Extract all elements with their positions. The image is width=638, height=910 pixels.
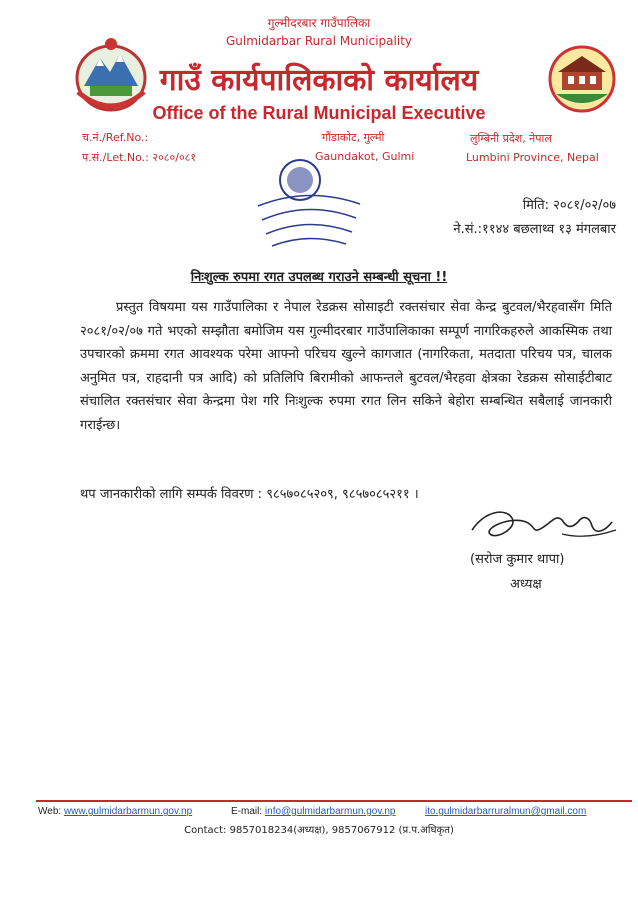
province-en: Lumbini Province, Nepal: [466, 151, 599, 164]
footer-divider: [36, 800, 632, 802]
municipality-logo-icon: [548, 44, 616, 114]
address-np: गौंडाकोट, गुल्मी: [322, 131, 385, 144]
province-np: लुम्बिनी प्रदेश, नेपाल: [470, 132, 552, 145]
signatory-name: (सरोज कुमार थापा): [470, 552, 565, 567]
contact-details: थप जानकारीको लागि सम्पर्क विवरण : ९८५७०८५२०९, ९८५७०८५२११ ।: [80, 487, 419, 502]
municipality-name-np: गुल्मीदरबार गाउँपालिका: [267, 16, 371, 30]
ref-number: च.नं./Ref.No.:: [82, 131, 149, 144]
footer-contact: Contact: 9857018234(अध्यक्ष), 9857067912 (प्र.प.अधिकृत): [184, 825, 454, 836]
signature-scribble: [466, 500, 626, 546]
address-en: Gaundakot, Gulmi: [315, 150, 415, 163]
issue-date: मिति: २०८१/०२/०७: [522, 198, 616, 213]
nepal-sambat-date: ने.सं.:११४४ बछलाथ्व १३ मंगलबार: [453, 222, 616, 237]
email-link-secondary[interactable]: ito.gulmidarbarruralmun@gmail.com: [425, 806, 587, 817]
office-title-en: Office of the Rural Municipal Executive: [152, 103, 486, 123]
footer-web: [38, 806, 192, 817]
nepal-emblem-icon: [70, 36, 152, 114]
footer-web-label: Web:: [38, 806, 64, 817]
signatory-title: अध्यक्ष: [510, 577, 542, 592]
municipality-name-en: Gulmidarbar Rural Municipality: [226, 34, 412, 48]
letter-number: प.सं./Let.No.: २०८०/०८१: [82, 151, 197, 164]
notice-subject-text: निःशुल्क रुपमा रगत उपलब्ध गराउने सम्बन्धी सूचना !!: [190, 270, 448, 285]
email-link[interactable]: info@gulmidarbarmun.gov.np: [264, 806, 396, 817]
office-title-np: गाउँ कार्यपालिकाको कार्यालय: [159, 63, 479, 98]
notice-body: प्रस्तुत विषयमा यस गाउँपालिका र नेपाल रेडक्रस सोसाइटी रक्तसंचार सेवा केन्द्र बुटवल/भैरहवासँग मिति २०८१/०२/०७ गते भएको सम्झौता बमोजिम यस गुल्मीदरबार गाउँपालिकाका सम्पूर्ण नागरिकहरुले आकस्मिक तथा उपचारको क्रममा रगत आवश्यक परेमा आफ्नो परिचय खुल्ने कागजात (नागरिकता, मतदाता परिचय पत्र, चालक अनुमित पत्र, राहदानी पत्र आदि) को प्रतिलिपि बिरामीको आफन्तले बुटवल/भैरहवा क्षेत्रका रेडक्रस सोसाईटीबाट संचालित रक्तसंचार सेवा केन्द्रमा पेश गरि निःशुल्क रुपमा रगत लिन सकिने बेहोरा सम्बन्धित सबैलाई जानकारी गराईन्छ।: [80, 300, 612, 433]
office-stamp-icon: [248, 146, 368, 256]
footer-email: [231, 806, 396, 817]
footer-email-label: E-mail:: [231, 806, 265, 817]
website-link[interactable]: www.gulmidarbarmun.gov.np: [63, 806, 193, 817]
notice-subject: [0, 267, 638, 285]
